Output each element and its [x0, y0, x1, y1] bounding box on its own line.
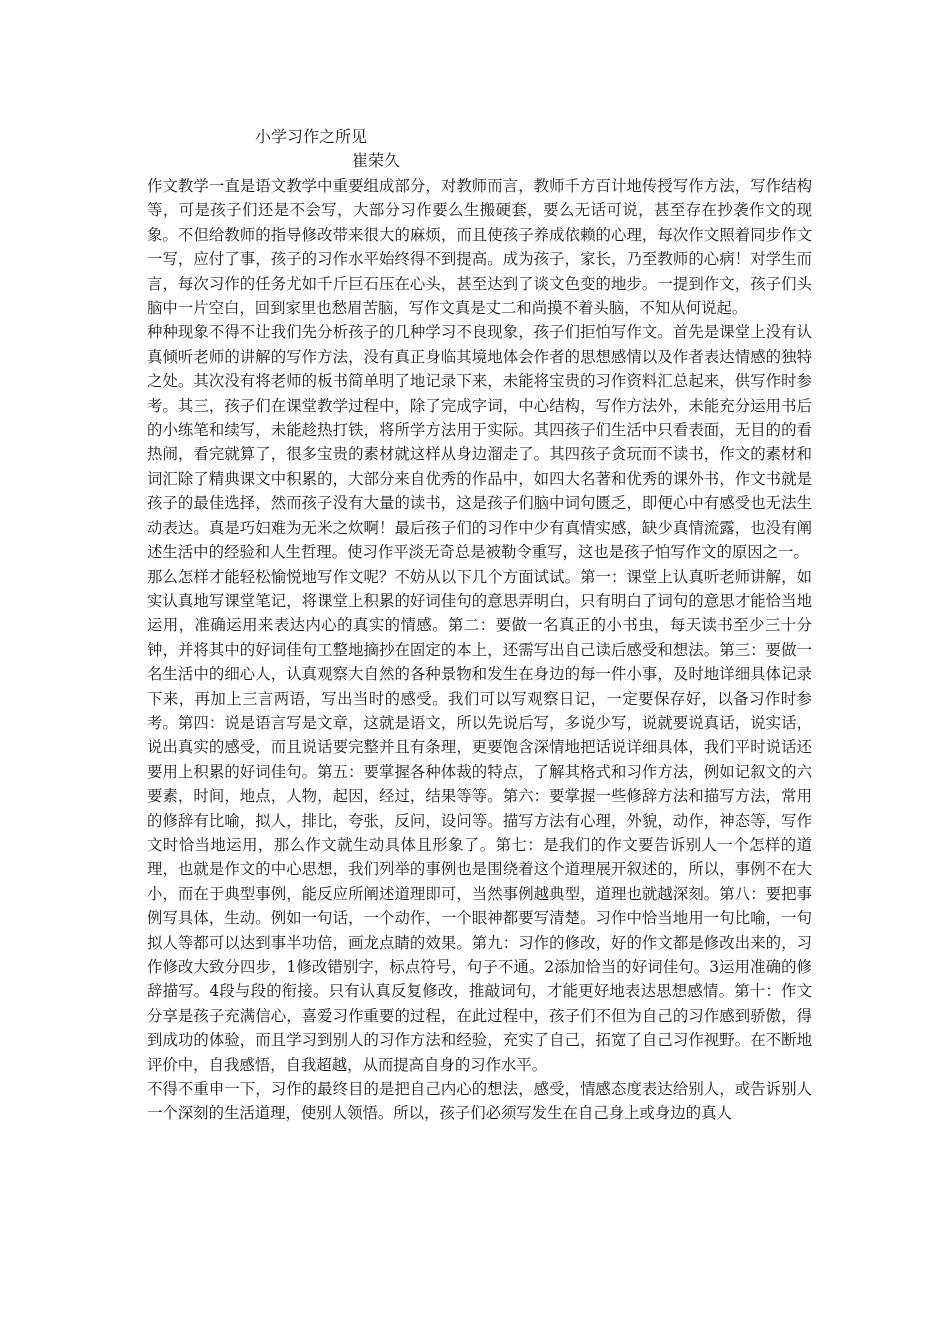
paragraph-4: 不得不重申一下，习作的最终目的是把自己内心的想法，感受，情感态度表达给别人，或告诉别人一个深刻的生活道理，使别人领悟。所以，孩子们必须写发生在自己身上或身边的真人	[147, 1080, 812, 1123]
document-title: 小学习作之所见	[255, 127, 368, 146]
document-body	[147, 174, 812, 1126]
paragraph-3: 那么怎样才能轻松愉悦地写作文呢？不妨从以下几个方面试试。第一：课堂上认真听老师讲解，如实认真地写课堂笔记，将课堂上积累的好词佳句的意思弄明白，只有明白了词句的意思才能恰当地运用，准确运用来表达内心的真实的情感。第二：要做一名真正的小书虫，每天读书至少三十分钟，并将其中的好词佳句工整地摘抄在固定的本上，还需写出自己读后感受和想法。第三：要做一名生活中的细心人，认真观察大自然的各种景物和发生在身边的每一件小事，及时地详细具体记录下来，再加上三言两语，写出当时的感受。我们可以写观察日记，一定要保存好，以备习作时参考。第四：说是语言写是文章，这就是语文，所以先说后写，多说少写，说就要说真话，说实话，说出真实的感受，而且说话要完整并且有条理，更要饱含深情地把话说详细具体，我们平时说话还要用上积累的好词佳句。第五：要掌握各种体裁的特点，了解其格式和习作方法，例如记叙文的六要素，时间，地点，人物，起因，经过，结果等等。第六：要掌握一些修辞方法和描写方法，常用的修辞有比喻，拟人，排比，夸张，反问，设问等。描写方法有心理，外貌，动作，神态等，写作文时恰当地运用，那么作文就生动具体且形象了。第七：是我们的作文要告诉别人一个怎样的道理，也就是作文的中心思想，我们列举的事例也是围绕着这个道理展开叙述的，所以，事例不在大小，而在于典型事例，能反应所阐述道理即可，当然事例越典型，道理也就越深刻。第八：要把事例写具体，生动。例如一句话，一个动作，一个眼神都要写清楚。习作中恰当地用一句比喻，一句拟人等都可以达到事半功倍，画龙点睛的效果。第九：习作的修改，好的作文都是修改出来的，习作修改大致分四步，1修改错别字，标点符号，句子不通。2添加恰当的好词佳句。3运用准确的修辞描写。4段与段的衔接。只有认真反复修改，推敲词句，才能更好地表达思想感情。第十：作文分享是孩子充满信心，喜爱习作重要的过程，在此过程中，孩子们不但为自己的习作感到骄傲，得到成功的体验，而且学习到别人的习作方法和经验，充实了自己，拓宽了自己习作视野。在不断地评价中，自我感悟，自我超越，从而提高自身的习作水平。	[147, 567, 812, 1074]
document-author: 崔荣久	[352, 151, 401, 170]
paragraph-1: 作文教学一直是语文教学中重要组成部分，对教师而言，教师千方百计地传授写作方法，写作结构等，可是孩子们还是不会写，大部分习作要么生搬硬套，要么无话可说，甚至存在抄袭作文的现象。不但给教师的指导修改带来很大的麻烦，而且使孩子养成依赖的心理，每次作文照着同步作文一写，应付了事，孩子的习作水平始终得不到提高。成为孩子，家长，乃至教师的心病！对学生而言，每次习作的任务尤如千斤巨石压在心头，甚至达到了谈文色变的地步。一提到作文，孩子们头脑中一片空白，回到家里也愁眉苦脑，写作文真是丈二和尚摸不着头脑，不知从何说起。	[147, 177, 812, 318]
paragraph-2: 种种现象不得不让我们先分析孩子的几种学习不良现象，孩子们拒怕写作文。首先是课堂上没有认真倾听老师的讲解的写作方法，没有真正身临其境地体会作者的思想感情以及作者表达情感的独特之处。其次没有将老师的板书简单明了地记录下来，未能将宝贵的习作资料汇总起来，供写作时参考。其三，孩子们在课堂教学过程中，除了完成字词，中心结构，写作方法外，未能充分运用书后的小练笔和续写，未能趁热打铁，将所学方法用于实际。其四孩子们生活中只看表面，无目的的看热闹，看完就算了，很多宝贵的素材就这样从身边溜走了。其四孩子贪玩而不读书，作文的素材和词汇除了精典课文中积累的，大部分来自优秀的作品中，如四大名著和优秀的课外书，作文书就是孩子的最佳选择，然而孩子没有大量的读书，这是孩子们脑中词句匮乏，即便心中有感受也无法生动表达。真是巧妇难为无米之炊啊！最后孩子们的习作中少有真情实感，缺少真情流露，也没有阐述生活中的经验和人生哲理。使习作平淡无奇总是被勒令重写，这也是孩子怕写作文的原因之一。	[147, 323, 812, 562]
